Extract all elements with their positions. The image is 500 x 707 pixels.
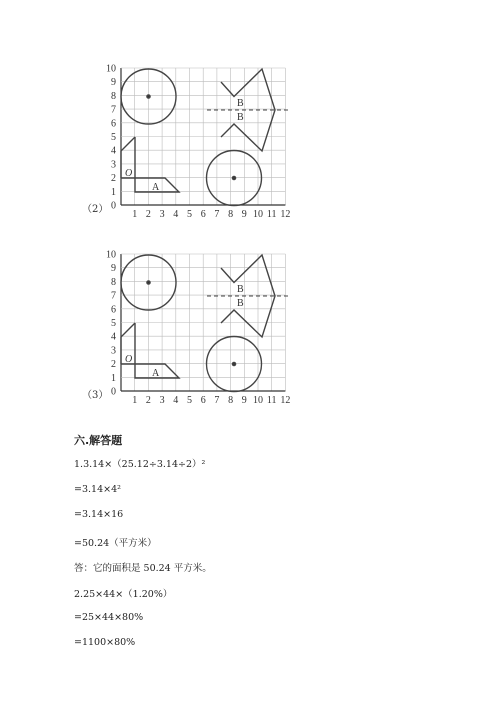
x-tick-label: 9 [241, 209, 247, 220]
y-tick-label: 10 [106, 249, 116, 261]
x-tick-label: 12 [280, 209, 291, 220]
x-tick-label: 5 [187, 395, 192, 406]
y-tick-label: 6 [111, 118, 116, 130]
solution-line: 2.25×44×（1.20%） [74, 589, 173, 600]
y-tick-label: 10 [106, 63, 116, 75]
shape-label-b-top: B [237, 98, 244, 109]
solution-line: =25×44×80% [74, 612, 144, 623]
x-tick-label: 9 [241, 395, 247, 406]
circle-br-dot [232, 362, 235, 365]
shape-label-a: A [152, 368, 160, 379]
shape-label-b-bottom: B [237, 112, 244, 123]
circle-center-dot [147, 95, 150, 98]
grid-svg-2 [0, 60, 500, 230]
x-tick-label: 2 [145, 209, 151, 220]
y-tick-label: 3 [111, 345, 116, 357]
y-tick-label: 7 [111, 104, 116, 116]
solution-line: =50.24（平方米） [74, 538, 157, 549]
solution-line: =3.14×4² [74, 484, 121, 495]
x-tick-label: 6 [200, 395, 206, 406]
x-tick-label: 10 [253, 209, 263, 220]
shape-a-outline [121, 364, 179, 378]
y-tick-label: 0 [111, 386, 116, 398]
x-tick-label: 7 [214, 209, 220, 220]
y-tick-label: 9 [111, 263, 116, 275]
x-tick-label: 8 [228, 395, 234, 406]
y-tick-label: 4 [111, 145, 116, 157]
x-tick-label: 12 [280, 395, 291, 406]
shape-label-o: O [125, 168, 133, 179]
y-tick-label: 1 [111, 372, 116, 384]
shape-label-a: A [152, 182, 160, 193]
x-tick-label: 11 [266, 395, 277, 406]
y-tick-label: 2 [111, 359, 116, 371]
grid-svg-3 [0, 246, 500, 416]
circle-center-dot [147, 281, 150, 284]
y-tick-label: 9 [111, 77, 116, 89]
x-tick-label: 2 [145, 395, 151, 406]
y-tick-label: 2 [111, 173, 116, 185]
solution-line: 1.3.14×（25.12÷3.14÷2）² [74, 459, 206, 470]
y-tick-label: 4 [111, 331, 116, 343]
solution-line: =3.14×16 [74, 509, 124, 520]
y-tick-label: 8 [111, 90, 116, 102]
y-tick-label: 1 [111, 186, 116, 198]
solution-line: =1100×80% [74, 637, 136, 648]
figure-label: （3） [82, 390, 109, 401]
x-tick-label: 1 [132, 395, 138, 406]
y-tick-label: 7 [111, 290, 116, 302]
shape-label-b-bottom: B [237, 298, 244, 309]
y-tick-label: 6 [111, 304, 116, 316]
x-tick-label: 8 [228, 209, 234, 220]
x-tick-label: 4 [173, 395, 179, 406]
y-tick-label: 3 [111, 159, 116, 171]
x-tick-label: 5 [187, 209, 192, 220]
figure-label: （2） [82, 204, 109, 215]
x-tick-label: 3 [159, 209, 165, 220]
grid-figure-2 [0, 60, 500, 230]
section-title: 六.解答题 [74, 434, 123, 447]
x-tick-label: 10 [253, 395, 263, 406]
answer-line: 答：它的面积是 50.24 平方米。 [74, 563, 212, 574]
x-tick-label: 3 [159, 395, 165, 406]
y-tick-label: 8 [111, 276, 116, 288]
x-tick-label: 6 [200, 209, 206, 220]
shape-label-b-top: B [237, 284, 244, 295]
circle-br-dot [232, 176, 235, 179]
y-tick-label: 0 [111, 200, 116, 212]
x-tick-label: 11 [266, 209, 277, 220]
x-tick-label: 4 [173, 209, 179, 220]
y-tick-label: 5 [111, 318, 116, 329]
y-tick-label: 5 [111, 132, 116, 143]
shape-a-outline [121, 178, 179, 192]
x-tick-label: 7 [214, 395, 220, 406]
shape-label-o: O [125, 354, 133, 365]
grid-figure-3 [0, 246, 500, 416]
x-tick-label: 1 [132, 209, 138, 220]
